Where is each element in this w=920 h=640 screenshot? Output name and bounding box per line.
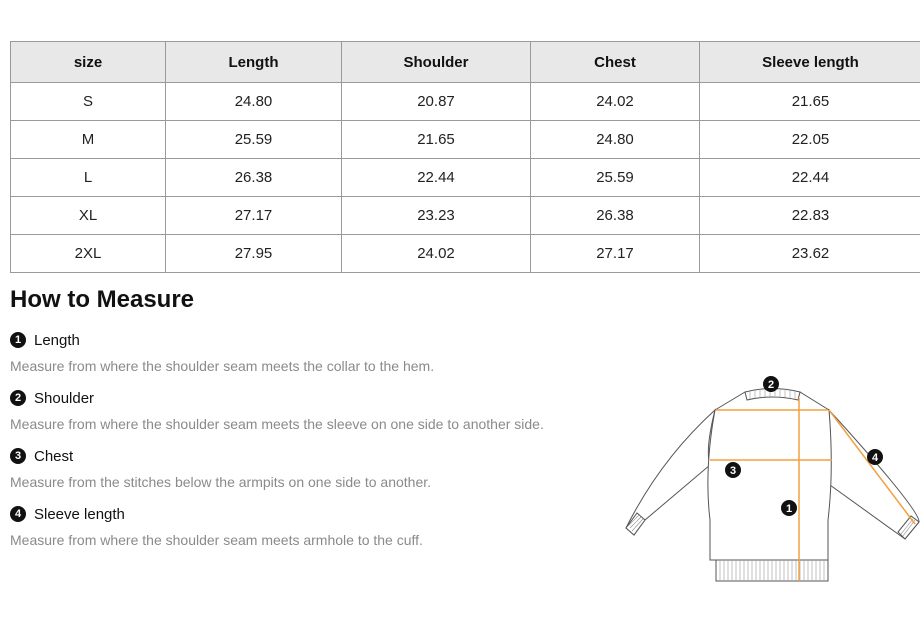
table-row bbox=[11, 235, 920, 273]
cell-sleeve-length: 22.05 bbox=[700, 121, 920, 159]
size-chart-table bbox=[10, 41, 920, 273]
number-1-badge-icon: 1 bbox=[10, 332, 26, 348]
table-row bbox=[11, 83, 920, 121]
hem-ribbing bbox=[716, 560, 828, 581]
marker-2-icon bbox=[763, 376, 779, 392]
svg-text:4: 4 bbox=[871, 452, 879, 464]
measure-description: Measure from where the shoulder seam meets armhole to the cuff. bbox=[10, 532, 423, 548]
cell-shoulder: 24.02 bbox=[342, 235, 531, 273]
right-sleeve-outline bbox=[829, 410, 919, 539]
measure-name: Shoulder bbox=[34, 389, 95, 407]
cell-chest: 27.17 bbox=[531, 235, 700, 273]
cell-shoulder: 22.44 bbox=[342, 159, 531, 197]
measure-item-chest bbox=[10, 445, 431, 490]
cell-chest: 25.59 bbox=[531, 159, 700, 197]
cell-size: XL bbox=[11, 197, 166, 235]
cell-size: 2XL bbox=[11, 235, 166, 273]
cell-chest: 24.80 bbox=[531, 121, 700, 159]
measure-description: Measure from where the shoulder seam meets the sleeve on one side to another side. bbox=[10, 416, 544, 432]
measure-name: Length bbox=[34, 331, 80, 349]
measure-name: Sleeve length bbox=[34, 505, 125, 523]
table-row bbox=[11, 121, 920, 159]
cell-size: M bbox=[11, 121, 166, 159]
header-length: Length bbox=[166, 42, 342, 83]
number-3-badge-icon: 3 bbox=[10, 448, 26, 464]
sweater-body-outline bbox=[708, 392, 831, 560]
header-sleeve-length: Sleeve length bbox=[700, 42, 920, 83]
cell-size: S bbox=[11, 83, 166, 121]
cell-length: 25.59 bbox=[166, 121, 342, 159]
measure-name: Chest bbox=[34, 447, 74, 465]
cell-length: 24.80 bbox=[166, 83, 342, 121]
cell-length: 26.38 bbox=[166, 159, 342, 197]
how-to-measure-title: How to Measure bbox=[10, 286, 195, 313]
measure-description: Measure from the stitches below the armpits on one side to another. bbox=[10, 474, 432, 490]
measure-item-length bbox=[10, 329, 434, 374]
cell-sleeve-length: 22.83 bbox=[700, 197, 920, 235]
table-header-row bbox=[11, 42, 920, 83]
header-shoulder: Shoulder bbox=[342, 42, 531, 83]
svg-text:1: 1 bbox=[785, 503, 793, 515]
cell-shoulder: 20.87 bbox=[342, 83, 531, 121]
marker-4-icon bbox=[867, 449, 883, 465]
header-chest: Chest bbox=[531, 42, 700, 83]
cell-chest: 26.38 bbox=[531, 197, 700, 235]
svg-text:2: 2 bbox=[767, 379, 775, 391]
cell-sleeve-length: 21.65 bbox=[700, 83, 920, 121]
cell-chest: 24.02 bbox=[531, 83, 700, 121]
marker-3-icon bbox=[725, 462, 741, 478]
cell-length: 27.17 bbox=[166, 197, 342, 235]
cell-sleeve-length: 22.44 bbox=[700, 159, 920, 197]
table-row bbox=[11, 197, 920, 235]
cell-shoulder: 23.23 bbox=[342, 197, 531, 235]
number-2-badge-icon: 2 bbox=[10, 390, 26, 406]
cell-shoulder: 21.65 bbox=[342, 121, 531, 159]
number-4-badge-icon: 4 bbox=[10, 506, 26, 522]
header-size: size bbox=[11, 42, 166, 83]
measure-description: Measure from where the shoulder seam meets the collar to the hem. bbox=[10, 358, 435, 374]
table-row bbox=[11, 159, 920, 197]
svg-text:3: 3 bbox=[729, 465, 737, 477]
cell-length: 27.95 bbox=[166, 235, 342, 273]
measure-item-shoulder bbox=[10, 387, 544, 432]
sweater-measurement-diagram bbox=[620, 370, 920, 585]
marker-1-icon bbox=[781, 500, 797, 516]
measure-item-sleeve-length bbox=[10, 503, 423, 548]
cell-size: L bbox=[11, 159, 166, 197]
cell-sleeve-length: 23.62 bbox=[700, 235, 920, 273]
